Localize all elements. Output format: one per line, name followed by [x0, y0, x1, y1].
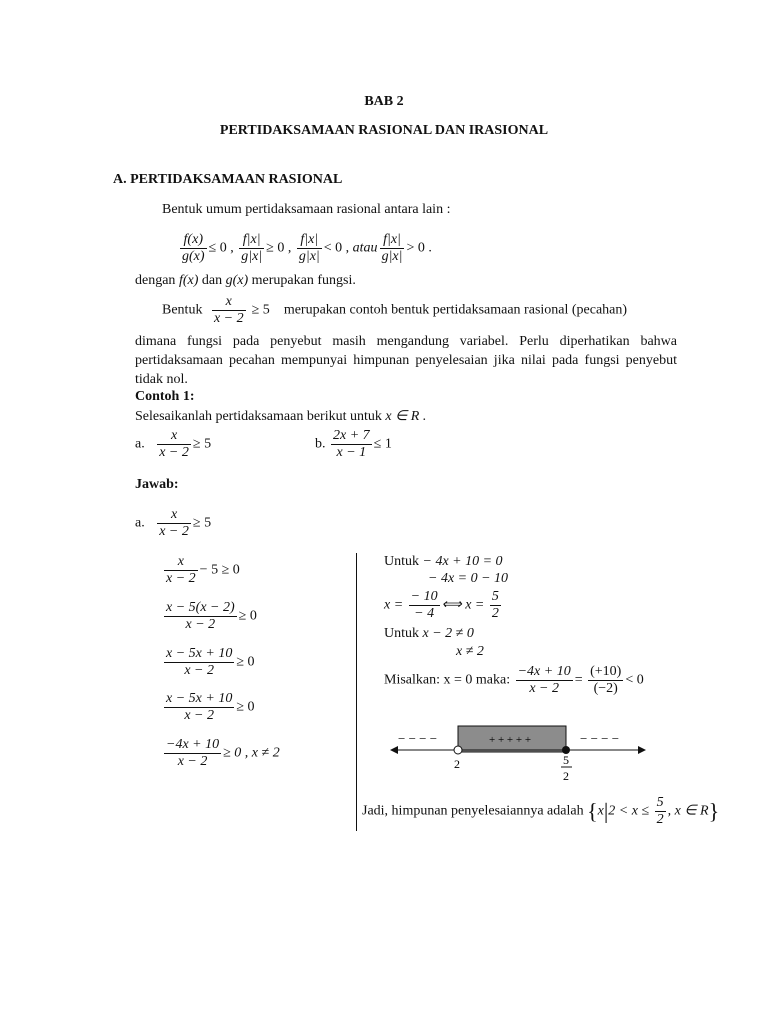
column-divider	[356, 553, 357, 831]
left-signs: − − − −	[398, 731, 438, 746]
general-forms: $\frac{f(x)}{g(x)}$ ≤ 0 , $\frac{f|x|}{g|x|}$ ≥ 0 , $\frac{f|x|}{g|x|}$ < 0 , atau $\frac{f|x|}{g|x|}$ > 0 .	[182, 232, 432, 264]
number-line	[384, 716, 654, 792]
contoh-heading: Contoh 1:	[135, 389, 195, 404]
fraction: $\frac{- 10}{- 4}$	[410, 589, 438, 621]
tick-label-5-2-den: 2	[563, 769, 569, 783]
dengan-line: dengan f(x) dan g(x) merupakan fungsi.	[135, 273, 356, 288]
left-arrow-icon	[390, 746, 398, 754]
step-3: $\frac{x - 5x + 10}{x - 2}$ ≥ 0	[166, 646, 255, 678]
right-arrow-icon	[638, 746, 646, 754]
fraction: $\frac{2x + 7}{x - 1}$	[333, 428, 370, 460]
fraction: $\frac{-4x + 10}{x - 2}$	[517, 664, 571, 696]
intro-line: Bentuk umum pertidaksamaan rasional antara lain :	[162, 202, 451, 217]
fraction: $\frac{5}{2}$	[491, 589, 499, 621]
fraction: $\frac{x - 5(x - 2)}{x - 2}$	[166, 600, 235, 632]
fraction: $\frac{x}{x - 2}$	[159, 507, 189, 539]
middle-signs: + + + + +	[489, 734, 532, 746]
problem-b: b. $\frac{2x + 7}{x - 1}$ ≤ 1	[315, 428, 392, 460]
step-5: $\frac{-4x + 10}{x - 2}$ ≥ 0 , x ≠ 2	[166, 737, 280, 769]
conclusion: Jadi, himpunan penyelesaiannya adalah {x|2 < x ≤ $\frac{5}{2}$ , x ∈ R}	[362, 795, 720, 827]
right-signs: − − − −	[580, 731, 620, 746]
paragraph-first-line: Bentuk $\frac{x}{x - 2}$ ≥ 5 merupakan contoh bentuk pertidaksamaan rasional (pecahan)	[162, 294, 628, 326]
fraction: $\frac{x}{x - 2}$	[159, 428, 189, 460]
untuk-1-step: − 4x = 0 − 10	[428, 571, 509, 586]
contoh-instruction: Selesaikanlah pertidaksamaan berikut untuk x ∈ R .	[135, 409, 427, 424]
open-point	[454, 746, 462, 754]
step-1: $\frac{x}{x - 2}$ − 5 ≥ 0	[166, 554, 240, 586]
jawab-a: a. $\frac{x}{x - 2}$ ≥ 5	[135, 507, 212, 539]
fraction: $\frac{x - 5x + 10}{x - 2}$	[166, 646, 233, 678]
fraction: $\frac{(+10)}{(-2)}$	[590, 664, 622, 696]
fraction: $\frac{f|x|}{g|x|}$	[298, 232, 320, 264]
problem-a: a. $\frac{x}{x - 2}$ ≥ 5	[135, 428, 212, 460]
fraction: $\frac{x}{x - 2}$	[166, 554, 196, 586]
jawab-heading: Jawab:	[135, 477, 179, 492]
misalkan-line: Misalkan: x = 0 maka: $\frac{-4x + 10}{x - 2}$ = $\frac{(+10)}{(-2)}$ < 0	[384, 664, 644, 696]
fraction: $\frac{-4x + 10}{x - 2}$	[166, 737, 220, 769]
section-heading: A. PERTIDAKSAMAAN RASIONAL	[113, 172, 343, 187]
step-4: $\frac{x - 5x + 10}{x - 2}$ ≥ 0	[166, 691, 255, 723]
fraction: $\frac{f|x|}{g|x|}$	[241, 232, 263, 264]
fraction: $\frac{f|x|}{g|x|}$	[381, 232, 403, 264]
paragraph-body: dimana fungsi pada penyebut masih mengandung variabel. Perlu diperhatikan bahwa pertidaksamaan pecahan mempunyai himpunan penyelesaian jika nilai pada fungsi penyebut tidak nol.	[135, 334, 677, 387]
tick-label-5-2-num: 5	[563, 753, 569, 767]
page-title: PERTIDAKSAMAAN RASIONAL DAN IRASIONAL	[219, 123, 549, 138]
tick-label-2: 2	[454, 757, 460, 771]
untuk-2-step: x ≠ 2	[456, 644, 484, 659]
fraction: $\frac{x}{x - 2}$	[213, 294, 244, 326]
x-solution: x = $\frac{- 10}{- 4}$ ⟺ x = $\frac{5}{2}$	[384, 589, 499, 621]
fraction: $\frac{f(x)}{g(x)}$	[182, 232, 205, 264]
chapter-title: BAB 2	[364, 94, 404, 109]
untuk-2: Untuk x − 2 ≠ 0	[384, 626, 474, 641]
untuk-1: Untuk − 4x + 10 = 0	[384, 554, 503, 569]
fraction: $\frac{x - 5x + 10}{x - 2}$	[166, 691, 233, 723]
fraction: $\frac{5}{2}$	[656, 795, 664, 827]
step-2: $\frac{x - 5(x - 2)}{x - 2}$ ≥ 0	[166, 600, 257, 632]
